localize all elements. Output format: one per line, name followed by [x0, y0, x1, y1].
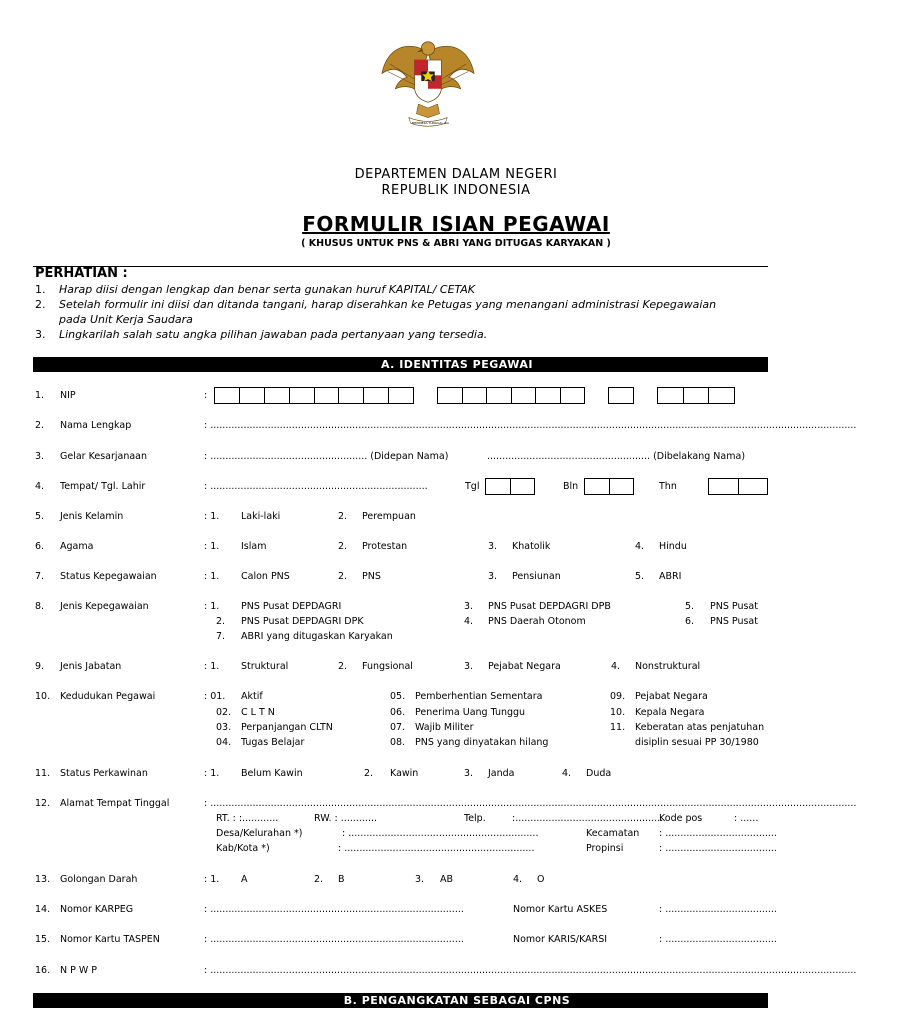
option-label: Aktif	[241, 691, 263, 702]
status-label: Status Kepegawaian	[60, 571, 157, 582]
option-number[interactable]: 2.	[338, 511, 348, 522]
option-number[interactable]: : 01.	[204, 691, 226, 702]
option-label: PNS yang dinyatakan hilang	[415, 737, 549, 748]
option-number[interactable]: 4.	[611, 661, 621, 672]
option-label: AB	[440, 874, 454, 885]
option-number[interactable]: 4.	[562, 768, 572, 779]
field-number: 8.	[35, 601, 45, 612]
propinsi-label: Propinsi	[586, 843, 624, 854]
jabatan-label: Jenis Jabatan	[60, 661, 122, 672]
option-number[interactable]: 10.	[610, 707, 626, 718]
option-number[interactable]: 3.	[464, 768, 474, 779]
option-number[interactable]: 09.	[610, 691, 626, 702]
darah-label: Golongan Darah	[60, 874, 138, 885]
option-label: PNS Pusat	[710, 616, 758, 627]
notice-item: 3. Lingkarilah salah satu angka pilihan jawaban pada pertanyaan yang tersedia.	[35, 328, 488, 341]
option-label: Wajib Militer	[415, 722, 474, 733]
field-number: 2.	[35, 420, 45, 431]
option-label: PNS Pusat DEPDAGRI DPB	[488, 601, 611, 612]
option-number[interactable]: 4.	[513, 874, 523, 885]
option-label: Islam	[241, 541, 267, 552]
option-label: C L T N	[241, 707, 275, 718]
option-number[interactable]: : 1.	[204, 511, 220, 522]
notice-item: 1. Harap diisi dengan lengkap dan benar serta gunakan huruf KAPITAL/ CETAK	[35, 283, 475, 296]
field-number: 15.	[35, 934, 51, 945]
option-number[interactable]: : 1.	[204, 874, 220, 885]
option-label: A	[241, 874, 248, 885]
option-number[interactable]: 07.	[390, 722, 406, 733]
option-number[interactable]: 2.	[314, 874, 324, 885]
desa-field[interactable]: : ...............................................................	[342, 828, 539, 839]
bln-label: Bln	[563, 481, 579, 492]
notice-title: PERHATIAN :	[35, 266, 128, 281]
colon: :	[204, 390, 208, 401]
option-label: Perpanjangan CLTN	[241, 722, 333, 733]
option-number[interactable]: 2.	[338, 541, 348, 552]
department-name: DEPARTEMEN DALAM NEGERI	[354, 167, 558, 182]
alamat-field[interactable]: : ......................................................................................................................................................................................................................	[204, 798, 857, 809]
nip-label: NIP	[60, 390, 76, 401]
kodepos-field[interactable]: : ......	[734, 813, 759, 824]
form-subtitle: ( KHUSUS UNTUK PNS & ABRI YANG DITUGAS KARYAKAN )	[301, 238, 611, 249]
option-label: Pejabat Negara	[635, 691, 708, 702]
karis-label: Nomor KARIS/KARSI	[513, 934, 608, 945]
rt-field[interactable]: RT. : :............	[216, 813, 279, 824]
thn-label: Thn	[659, 481, 677, 492]
field-number: 6.	[35, 541, 45, 552]
field-number: 11.	[35, 768, 51, 779]
field-number: 7.	[35, 571, 45, 582]
karpeg-label: Nomor KARPEG	[60, 904, 134, 915]
option-label: O	[537, 874, 545, 885]
option-number[interactable]: 2.	[216, 616, 226, 627]
option-number[interactable]: 05.	[390, 691, 406, 702]
option-number[interactable]: 2.	[364, 768, 374, 779]
agama-label: Agama	[60, 541, 94, 552]
option-number[interactable]: : 1.	[204, 541, 220, 552]
nama-field[interactable]: : ......................................................................................................................................................................................................................	[204, 420, 857, 431]
option-label: Hindu	[659, 541, 687, 552]
option-label: Janda	[488, 768, 515, 779]
tgl-boxes[interactable]	[485, 478, 535, 495]
kecamatan-field[interactable]: : .....................................	[659, 828, 777, 839]
taspen-label: Nomor Kartu TASPEN	[60, 934, 160, 945]
option-label: Calon PNS	[241, 571, 290, 582]
nip-boxes-4[interactable]	[657, 387, 735, 404]
option-number[interactable]: : 1.	[204, 661, 220, 672]
bln-boxes[interactable]	[584, 478, 634, 495]
notice-item: 2. Setelah formulir ini diisi dan ditanda tangani, harap diserahkan ke Petugas yang menangani administrasi Kepegawaian	[35, 298, 717, 311]
option-label: Perempuan	[362, 511, 416, 522]
option-label: B	[338, 874, 345, 885]
nip-boxes-1[interactable]	[214, 387, 414, 404]
option-number[interactable]: : 1.	[204, 768, 220, 779]
field-number: 3.	[35, 451, 45, 462]
field-number: 5.	[35, 511, 45, 522]
field-number: 9.	[35, 661, 45, 672]
option-number[interactable]: 3.	[488, 541, 498, 552]
option-number[interactable]: 6.	[685, 616, 695, 627]
nip-boxes-2[interactable]	[437, 387, 585, 404]
option-label: PNS Pusat DEPDAGRI	[241, 601, 342, 612]
gelar-depan-field[interactable]: : .................................................... (Didepan Nama)	[204, 451, 449, 462]
option-number[interactable]: 11.	[610, 722, 626, 733]
notice-list	[35, 282, 716, 342]
field-number: 10.	[35, 691, 51, 702]
notice-item: pada Unit Kerja Saudara	[59, 313, 193, 326]
rw-field[interactable]: RW. : ............	[314, 813, 378, 824]
option-label: Fungsional	[362, 661, 413, 672]
section-b-header: B. PENGANGKATAN SEBAGAI CPNS	[33, 993, 768, 1008]
option-label: PNS	[362, 571, 381, 582]
tgl-label: Tgl	[465, 481, 480, 492]
kecamatan-label: Kecamatan	[586, 828, 640, 839]
option-label: Kawin	[390, 768, 419, 779]
nip-boxes-3[interactable]	[608, 387, 634, 404]
option-label: PNS Pusat	[710, 601, 758, 612]
option-number[interactable]: 04.	[216, 737, 232, 748]
option-number[interactable]: 3.	[415, 874, 425, 885]
divider	[33, 266, 768, 267]
field-number: 14.	[35, 904, 51, 915]
option-number[interactable]: : 1.	[204, 601, 220, 612]
option-label: Kepala Negara	[635, 707, 705, 718]
form-title: FORMULIR ISIAN PEGAWAI	[302, 212, 610, 236]
gelar-belakang-field[interactable]: ...................................................... (Dibelakang Nama)	[487, 451, 746, 462]
option-label: Tugas Belajar	[241, 737, 305, 748]
tempat-lahir-field[interactable]: : ........................................................................	[204, 481, 428, 492]
kab-label: Kab/Kota *)	[216, 843, 270, 854]
nama-label: Nama Lengkap	[60, 420, 132, 431]
option-number[interactable]: 3.	[488, 571, 498, 582]
option-label: disiplin sesuai PP 30/1980	[635, 737, 759, 748]
askes-label: Nomor Kartu ASKES	[513, 904, 608, 915]
option-number[interactable]: 03.	[216, 722, 232, 733]
republic-name: REPUBLIK INDONESIA	[381, 183, 531, 198]
option-number[interactable]: 7.	[216, 631, 226, 642]
option-label: Penerima Uang Tunggu	[415, 707, 526, 718]
option-number[interactable]: 4.	[464, 616, 474, 627]
emblem-motto: BHINNEKA TUNGGAL IKA	[412, 121, 449, 125]
option-label: Pemberhentian Sementara	[415, 691, 543, 702]
jk-label: Jenis Kelamin	[60, 511, 124, 522]
field-number: 4.	[35, 481, 45, 492]
option-label: Duda	[586, 768, 612, 779]
kawin-label: Status Perkawinan	[60, 768, 148, 779]
option-label: Struktural	[241, 661, 289, 672]
option-number[interactable]: 08.	[390, 737, 406, 748]
option-label: Protestan	[362, 541, 408, 552]
option-label: Belum Kawin	[241, 768, 303, 779]
option-number[interactable]: 5.	[635, 571, 645, 582]
garuda-emblem	[380, 35, 476, 131]
field-number: 13.	[35, 874, 51, 885]
option-number[interactable]: 2.	[338, 571, 348, 582]
option-number[interactable]: 02.	[216, 707, 232, 718]
npwp-field[interactable]: : ......................................................................................................................................................................................................................	[204, 965, 857, 976]
telp-label: Telp.	[464, 813, 486, 824]
section-a-header: A. IDENTITAS PEGAWAI	[33, 357, 768, 372]
alamat-label: Alamat Tempat Tinggal	[60, 798, 170, 809]
field-number: 12.	[35, 798, 51, 809]
propinsi-field[interactable]: : .....................................	[659, 843, 777, 854]
telp-field[interactable]: :.................................................	[512, 813, 664, 824]
option-number[interactable]: 2.	[338, 661, 348, 672]
option-number[interactable]: : 1.	[204, 571, 220, 582]
option-number[interactable]: 5.	[685, 601, 695, 612]
field-number: 16.	[35, 965, 51, 976]
option-number[interactable]: 3.	[464, 661, 474, 672]
kedudukan-label: Kedudukan Pegawai	[60, 691, 156, 702]
option-label: ABRI	[659, 571, 682, 582]
karis-field[interactable]: : .....................................	[659, 934, 777, 945]
karpeg-field[interactable]: : ....................................................................................	[204, 904, 464, 915]
desa-label: Desa/Kelurahan *)	[216, 828, 303, 839]
taspen-field[interactable]: : ....................................................................................	[204, 934, 464, 945]
gelar-label: Gelar Kesarjanaan	[60, 451, 148, 462]
option-label: Keberatan atas penjatuhan	[635, 722, 765, 733]
npwp-label: N P W P	[60, 965, 98, 976]
option-number[interactable]: 06.	[390, 707, 406, 718]
option-label: Pensiunan	[512, 571, 561, 582]
option-label: Pejabat Negara	[488, 661, 561, 672]
jenis-kep-label: Jenis Kepegawaian	[60, 601, 149, 612]
option-number[interactable]: 4.	[635, 541, 645, 552]
option-label: ABRI yang ditugaskan Karyakan	[241, 631, 393, 642]
option-label: Nonstruktural	[635, 661, 701, 672]
option-label: PNS Daerah Otonom	[488, 616, 586, 627]
option-label: Laki-laki	[241, 511, 281, 522]
option-label: PNS Pusat DEPDAGRI DPK	[241, 616, 364, 627]
kab-field[interactable]: : ...............................................................	[338, 843, 535, 854]
thn-boxes[interactable]	[708, 478, 768, 495]
ttl-label: Tempat/ Tgl. Lahir	[60, 481, 146, 492]
askes-field[interactable]: : .....................................	[659, 904, 777, 915]
option-label: Khatolik	[512, 541, 551, 552]
kodepos-label: Kode pos	[659, 813, 703, 824]
option-number[interactable]: 3.	[464, 601, 474, 612]
field-number: 1.	[35, 390, 45, 401]
